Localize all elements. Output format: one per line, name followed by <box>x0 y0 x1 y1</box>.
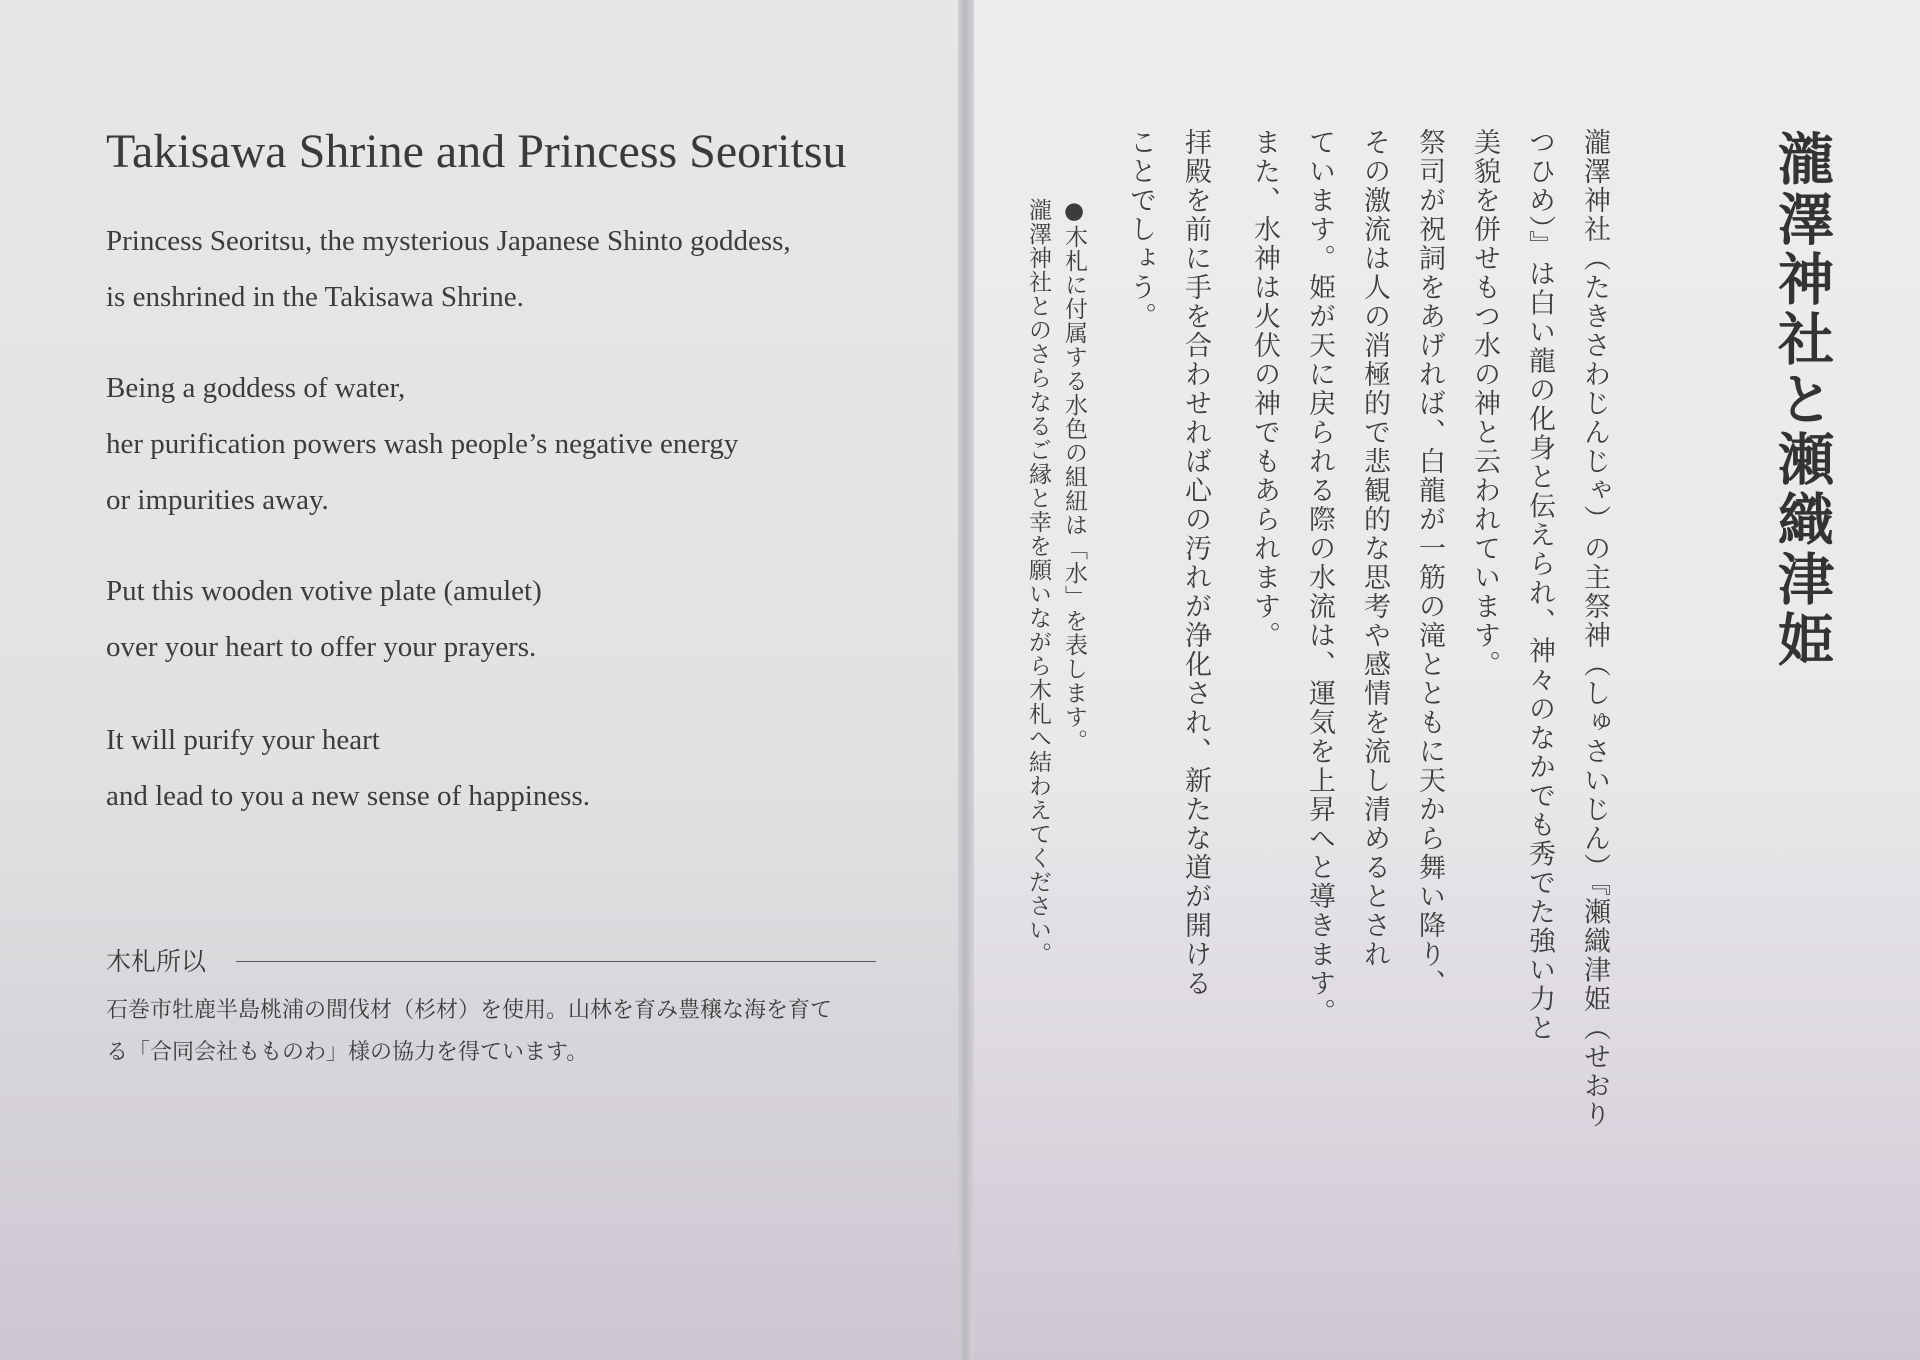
text-line: る「合同会社もものわ」様の協力を得ています。 <box>106 1040 589 1065</box>
text-column: ことでしょう。 <box>1125 128 1156 331</box>
kifuda-heading: 木札所以 <box>106 947 207 976</box>
text-column: 美貌を併せもつ水の神と云われています。 <box>1469 128 1500 679</box>
text-line: or impurities away. <box>106 484 329 516</box>
text-line: is enshrined in the Takisawa Shrine. <box>106 281 524 313</box>
text-column: つひめ）』は白い龍の化身と伝えられ、神々のなかでも秀でた強い力と <box>1524 128 1555 1043</box>
text-column: その激流は人の消極的で悲観的な思考や感情を流し清めるとされ <box>1359 128 1390 969</box>
japanese-title: 瀧澤神社と瀬織津姫 <box>1769 130 1835 670</box>
text-line: her purification powers wash people’s negative energy <box>106 428 739 460</box>
english-paragraph-2 <box>106 360 738 528</box>
english-paragraph-4 <box>106 712 590 824</box>
text-column: 瀧澤神社（たきさわじんじゃ）の主祭神（しゅさいじん）『瀬織津姫（せおり <box>1579 128 1610 1130</box>
text-line: Princess Seoritsu, the mysterious Japanese Shinto goddess, <box>106 225 791 257</box>
heading-rule <box>236 961 876 962</box>
text-line: 石巻市牡鹿半島桃浦の間伐材（杉材）を使用。山林を育み豊穣な海を育て <box>106 998 833 1023</box>
text-column: 祭司が祝詞をあげれば、白龍が一筋の滝とともに天から舞い降り、 <box>1414 128 1445 998</box>
text-column: 拝殿を前に手を合わせれば心の汚れが浄化され、新たな道が開ける <box>1180 128 1211 998</box>
text-column: また、水神は火伏の神でもあられます。 <box>1249 128 1280 650</box>
kifuda-description <box>106 990 886 1074</box>
column-gap <box>1223 128 1237 1128</box>
text-column: ています。姫が天に戻られる際の水流は、運気を上昇へと導きます。 <box>1304 128 1335 1027</box>
text-line: Put this wooden votive plate (amulet) <box>106 575 542 607</box>
note-column: 瀧澤神社とのさらなるご縁と幸を願いながら木札へ結わえてください。 <box>1025 198 1051 966</box>
text-line: over your heart to offer your prayers. <box>106 631 537 663</box>
japanese-body <box>1113 128 1622 1128</box>
english-title: Takisawa Shrine and Princess Seoritsu <box>106 125 847 178</box>
text-line: Being a goddess of water, <box>106 372 406 404</box>
english-paragraph-1 <box>106 213 791 325</box>
note-column: ●木札に付属する水色の組紐は「水」を表します。 <box>1061 198 1087 753</box>
japanese-note <box>1020 198 1092 966</box>
book-gutter <box>958 0 974 1360</box>
english-paragraph-3 <box>106 563 542 675</box>
text-line: It will purify your heart <box>106 724 380 756</box>
text-line: and lead to you a new sense of happiness. <box>106 780 591 812</box>
